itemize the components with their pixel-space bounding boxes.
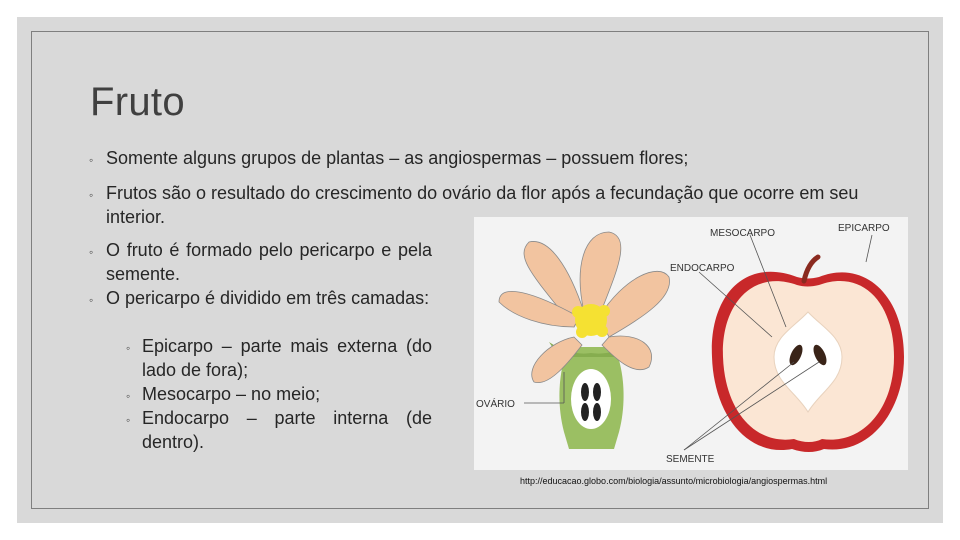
bullet-text: Somente alguns grupos de plantas – as angiospermas – possuem flores; <box>106 148 689 168</box>
sub-bullet-icon: ◦ <box>126 341 131 355</box>
bullet-text: O fruto é formado pelo pericarpo e pela semente. <box>106 240 432 284</box>
bullet-icon: ◦ <box>89 245 94 259</box>
label-endocarpo: ENDOCARPO <box>670 263 735 274</box>
label-mesocarpo: MESOCARPO <box>710 228 776 239</box>
bullet-text: Frutos são o resultado do crescimento do ovário da flor após a fecundação que ocorre em seu interior. <box>106 183 859 227</box>
label-semente: SEMENTE <box>666 454 715 465</box>
flower-apple-diagram <box>474 217 908 470</box>
sub-bullet-icon: ◦ <box>126 413 131 427</box>
slide-title: Fruto <box>90 80 185 124</box>
image-source-link[interactable]: http://educacao.globo.com/biologia/assunto/microbiologia/angiospermas.html <box>520 476 828 486</box>
label-epicarpo: EPICARPO <box>838 223 890 234</box>
bullet-icon: ◦ <box>89 153 94 167</box>
sub-bullet-icon: ◦ <box>126 389 131 403</box>
sub-bullet-text: Epicarpo – parte mais externa (do lado de fora); <box>142 336 432 380</box>
bullet-icon: ◦ <box>89 293 94 307</box>
flower-illustration <box>499 232 670 449</box>
bullet-icon: ◦ <box>89 188 94 202</box>
label-ovario: OVÁRIO <box>476 399 515 410</box>
sub-bullet-text: Mesocarpo – no meio; <box>142 384 321 404</box>
bullet-text: O pericarpo é dividido em três camadas: <box>106 288 430 308</box>
sub-bullet-text: Endocarpo – parte interna (de dentro). <box>142 408 432 452</box>
apple-illustration <box>712 257 904 452</box>
